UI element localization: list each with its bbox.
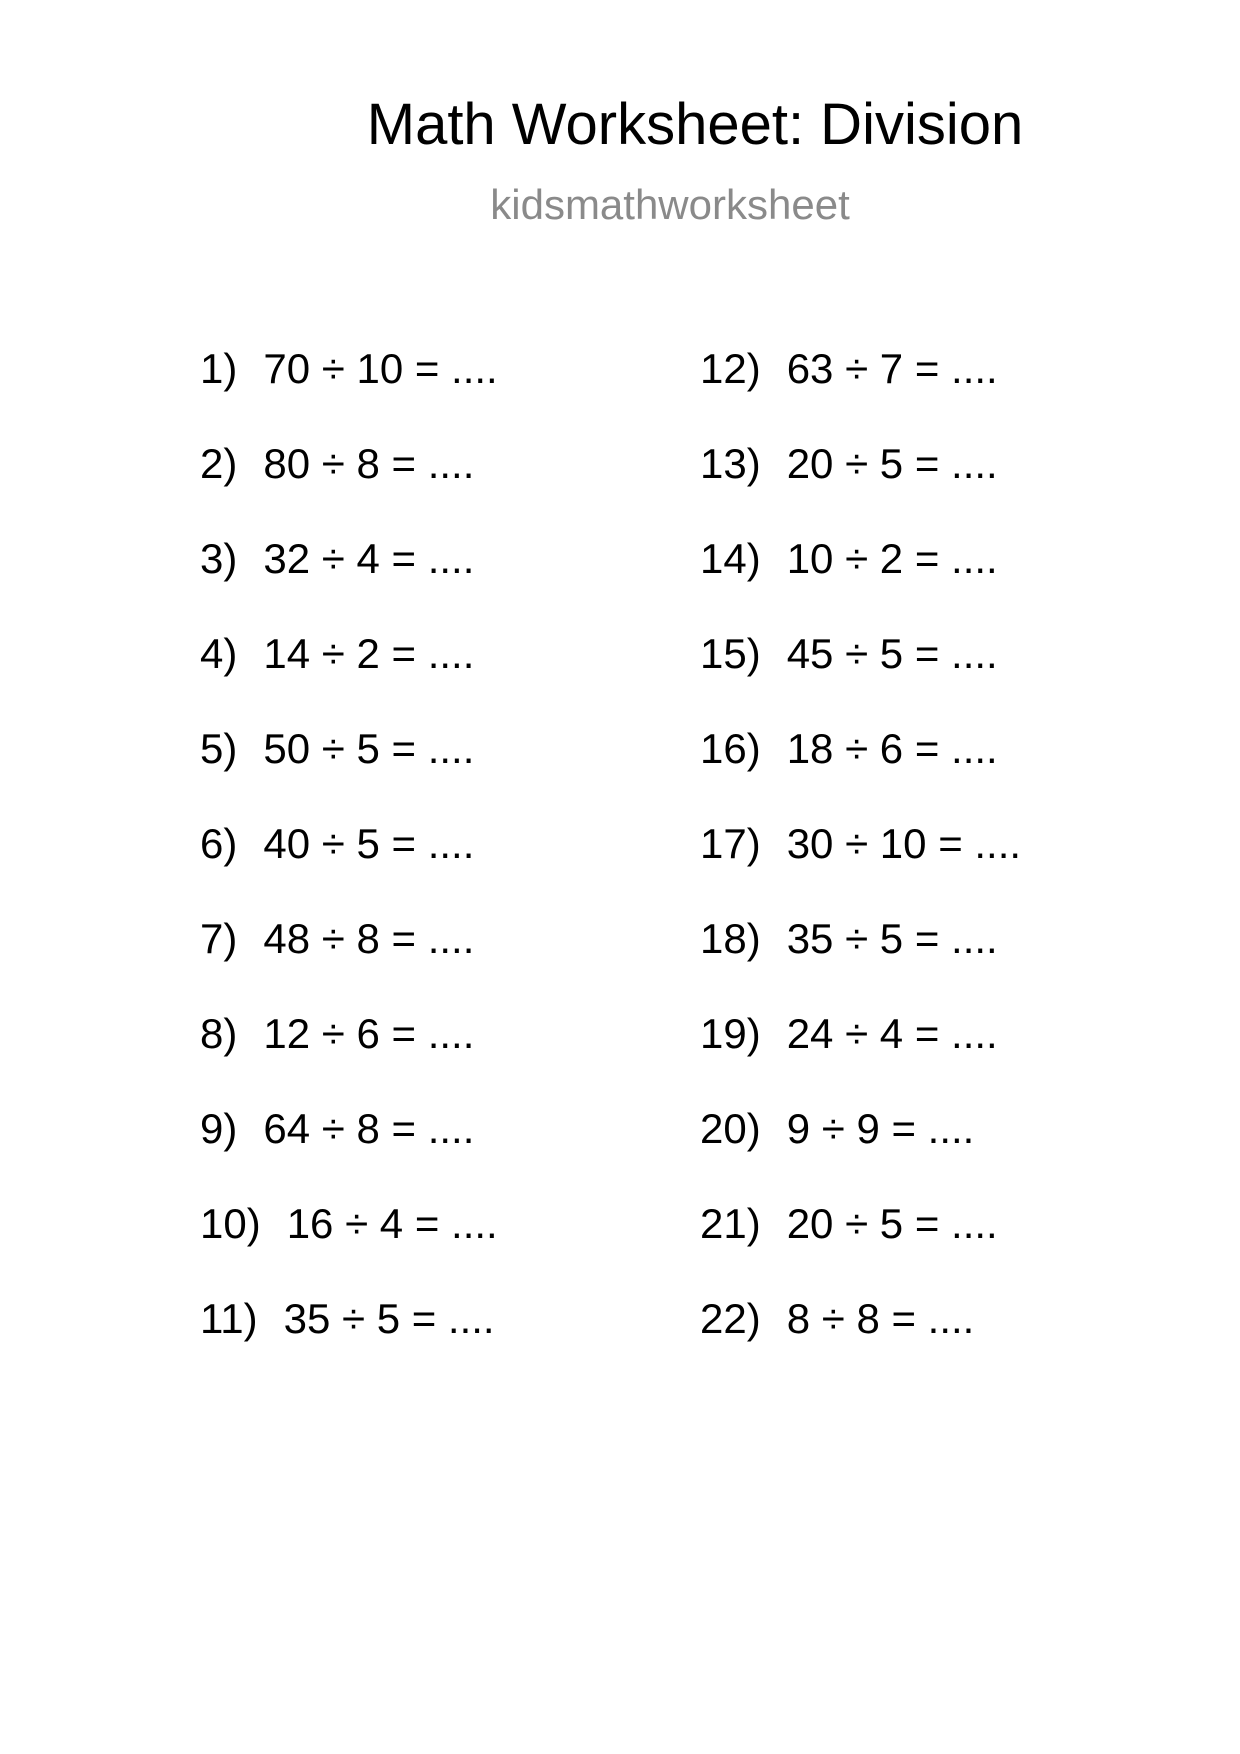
problem-number: 22) (700, 1295, 761, 1342)
problem-item (200, 345, 498, 443)
problem-expression: 48 ÷ 8 = .... (263, 915, 475, 962)
problem-number: 9) (200, 1105, 238, 1152)
problem-number: 17) (700, 820, 761, 867)
problem-expression: 40 ÷ 5 = .... (263, 820, 475, 867)
problem-number: 3) (200, 535, 238, 582)
problem-expression: 9 ÷ 9 = .... (786, 1105, 975, 1152)
problem-number: 5) (200, 725, 238, 772)
problem-item (700, 535, 1021, 633)
problem-expression: 30 ÷ 10 = .... (786, 820, 1022, 867)
site-name: kidsmathworksheet (490, 181, 850, 228)
problem-item (700, 345, 1021, 443)
problem-item (700, 725, 1021, 823)
problem-expression: 64 ÷ 8 = .... (263, 1105, 475, 1152)
problem-item (700, 1010, 1021, 1108)
problem-item (700, 1105, 1021, 1203)
problem-number: 10) (200, 1200, 261, 1247)
problem-item (700, 630, 1021, 728)
problem-item (200, 725, 498, 823)
problem-item (700, 1200, 1021, 1298)
problem-expression: 50 ÷ 5 = .... (263, 725, 475, 772)
problem-number: 13) (700, 440, 761, 487)
problem-expression: 12 ÷ 6 = .... (263, 1010, 475, 1057)
problem-number: 20) (700, 1105, 761, 1152)
problem-number: 16) (700, 725, 761, 772)
problem-expression: 18 ÷ 6 = .... (786, 725, 998, 772)
problem-expression: 20 ÷ 5 = .... (786, 440, 998, 487)
problem-number: 21) (700, 1200, 761, 1247)
problem-expression: 35 ÷ 5 = .... (786, 915, 998, 962)
problem-expression: 63 ÷ 7 = .... (786, 345, 998, 392)
problem-number: 2) (200, 440, 238, 487)
problem-expression: 10 ÷ 2 = .... (786, 535, 998, 582)
problem-item (200, 630, 498, 728)
problem-expression: 45 ÷ 5 = .... (786, 630, 998, 677)
problem-expression: 24 ÷ 4 = .... (786, 1010, 998, 1057)
problem-number: 19) (700, 1010, 761, 1057)
page-title: Math Worksheet: Division (366, 92, 1024, 157)
problem-item (200, 1010, 498, 1108)
problem-expression: 8 ÷ 8 = .... (786, 1295, 975, 1342)
problem-number: 18) (700, 915, 761, 962)
problem-item (200, 535, 498, 633)
problem-number: 11) (200, 1295, 258, 1342)
problem-item (200, 915, 498, 1013)
problem-item (200, 1200, 498, 1298)
problem-item (700, 440, 1021, 538)
problem-number: 6) (200, 820, 238, 867)
problem-expression: 14 ÷ 2 = .... (263, 630, 475, 677)
problem-number: 8) (200, 1010, 238, 1057)
problem-item (200, 1295, 498, 1393)
problem-expression: 16 ÷ 4 = .... (286, 1200, 498, 1247)
problem-number: 14) (700, 535, 761, 582)
problem-expression: 20 ÷ 5 = .... (786, 1200, 998, 1247)
problem-number: 7) (200, 915, 238, 962)
problem-item (200, 820, 498, 918)
problem-item (200, 1105, 498, 1203)
problem-item (200, 440, 498, 538)
problem-list-right (700, 345, 1022, 1393)
problem-number: 1) (200, 345, 238, 392)
problem-expression: 32 ÷ 4 = .... (263, 535, 475, 582)
problem-item (700, 1295, 1021, 1393)
problem-number: 4) (200, 630, 238, 677)
problem-item (700, 820, 1022, 918)
problem-number: 12) (700, 345, 761, 392)
problem-list-left (200, 345, 498, 1393)
problem-expression: 70 ÷ 10 = .... (263, 345, 498, 392)
problem-expression: 80 ÷ 8 = .... (263, 440, 475, 487)
problem-item (700, 915, 1021, 1013)
problem-expression: 35 ÷ 5 = .... (283, 1295, 495, 1342)
problem-number: 15) (700, 630, 761, 677)
